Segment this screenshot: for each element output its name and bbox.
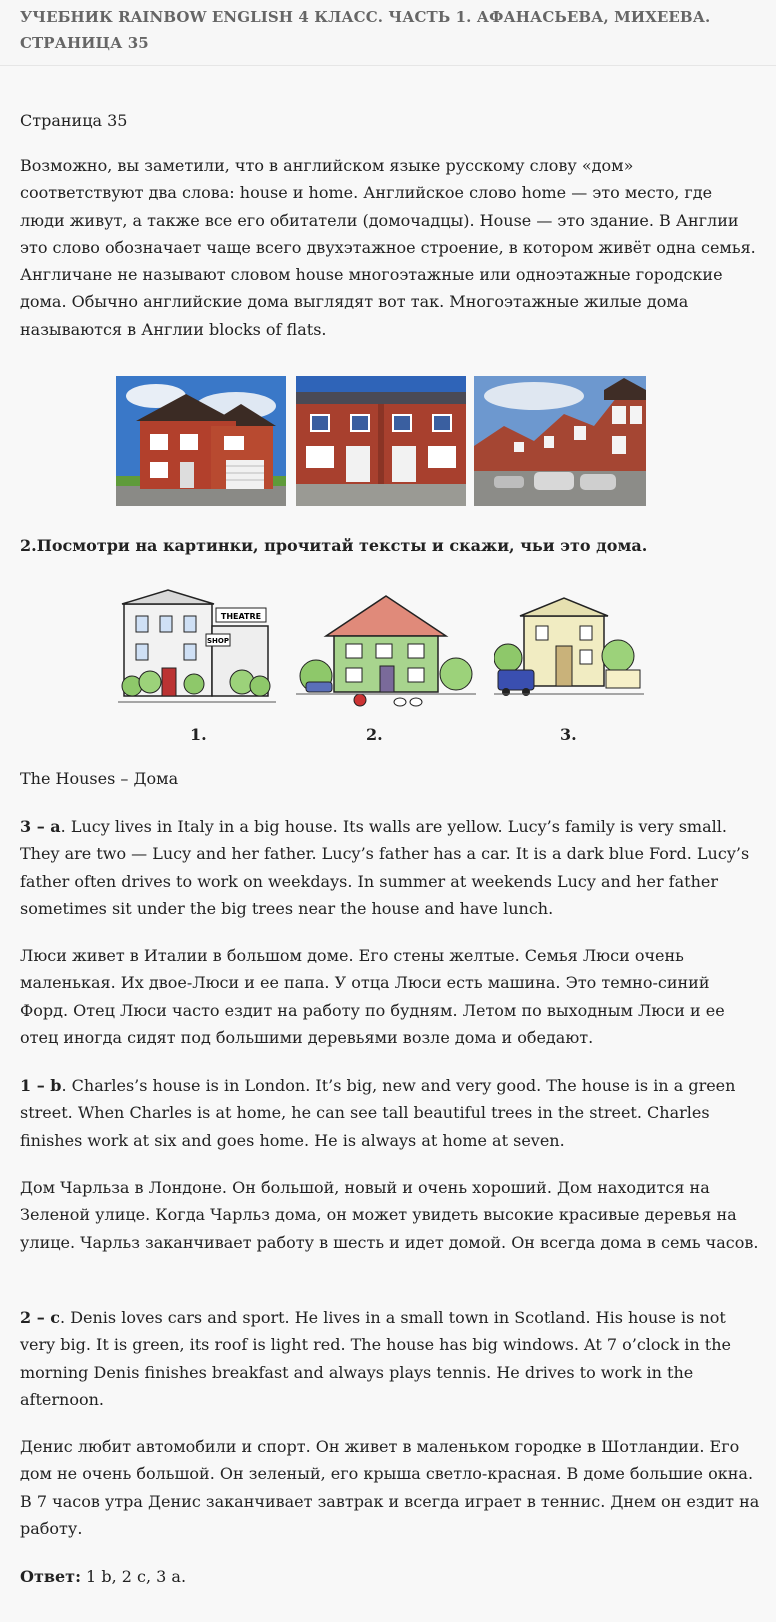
houses-title: The Houses – Дома [20,769,179,788]
detached-house-photo [116,376,286,506]
drawing-house-3 [494,586,644,744]
page-title: УЧЕБНИК RAINBOW ENGLISH 4 КЛАСС. ЧАСТЬ 1. АФАНАСЬЕВА, МИХЕЕВА. СТРАНИЦА 35 [20,8,711,52]
answer-line [20,1563,760,1590]
text-b-number: 1 – b [20,1076,62,1095]
page-header [0,0,776,66]
text-c-body: . Denis loves cars and sport. He lives in a small town in Scotland. His house is not very big. It is green, its roof is light red. The house has big windows. At 7 o’clock in the morning Denis finishes breakfast and always plays tennis. He drives to work in the afternoon. [20,1308,731,1409]
text-c-english [20,1304,760,1413]
answer-label: Ответ: [20,1567,81,1586]
text-b-russian: Дом Чарльза в Лондоне. Он большой, новый и очень хороший. Дом находится на Зеленой улице. Когда Чарльз дома, он может увидеть высокие красивые деревья на улице. Чарльз заканчивает работу в шесть и идет домой. Он всегда дома в семь часов. [20,1178,759,1252]
terraced-houses-photo [474,376,646,506]
text-b-body: . Charles’s house is in London. It’s big, new and very good. The house is in a green street. When Charles is at home, he can see tall beautiful trees in the street. Charles finishes work at six and goes home. He is always at home at seven. [20,1076,736,1150]
semi-detached-house-photo [296,376,466,506]
text-a-russian: Люси живет в Италии в большом доме. Его стены желтые. Семья Люси очень маленькая. Их двое-Люси и ее папа. У отца Люси есть машина. Это темно-синий Форд. Отец Люси часто ездит на работу по будням. Летом по выходным Люси и ее отец иногда сидят под большими деревьями возле дома и обедают. [20,946,725,1047]
theatre-sign: THEATRE [220,612,262,621]
text-b-english [20,1072,760,1154]
drawing-number-1: 1. [190,725,207,744]
text-a-number: 3 – a [20,817,61,836]
house-drawings [0,586,776,751]
page-label: Страница 35 [20,111,128,130]
drawing-house-1 [118,586,278,744]
intro-paragraph: Возможно, вы заметили, что в английском языке русскому слову «дом» соответствуют два слова: house и home. Английское слово home — это место, где люди живут, а также все его обитатели (домочадцы). House — это здание. В Англии это слово обозначает чаще всего двухэтажное строение, в котором живёт одна семья. Англичане не называют словом house многоэтажные или одноэтажные городские дома. Обычно английские дома выглядят вот так. Многоэтажные жилые дома называются в Англии blocks of flats. [20,156,756,339]
text-a-english [20,813,760,922]
text-a-body: . Lucy lives in Italy in a big house. Its walls are yellow. Lucy’s family is very small. They are two — Lucy and her father. Lucy’s father has a car. It is a dark blue Ford. Lucy’s father often drives to work on weekdays. In summer at weekends Lucy and her father sometimes sit under the big trees near the house and have lunch. [20,817,750,918]
drawing-number-3: 3. [560,725,577,744]
text-c-russian: Денис любит автомобили и спорт. Он живет в маленьком городке в Шотландии. Его дом не очень большой. Он зеленый, его крыша светло-красная. В доме большие окна. В 7 часов утра Денис заканчивает завтрак и всегда играет в теннис. Днем он ездит на работу. [20,1437,760,1538]
drawing-number-2: 2. [366,725,383,744]
house-photos [0,376,776,506]
shop-sign: SHOP [207,637,229,645]
answer-value: 1 b, 2 c, 3 a. [80,1567,187,1586]
task-2-heading: 2.Посмотри на картинки, прочитай тексты и скажи, чьи это дома. [20,536,648,555]
text-c-number: 2 – c [20,1308,61,1327]
drawing-house-2 [296,586,476,744]
